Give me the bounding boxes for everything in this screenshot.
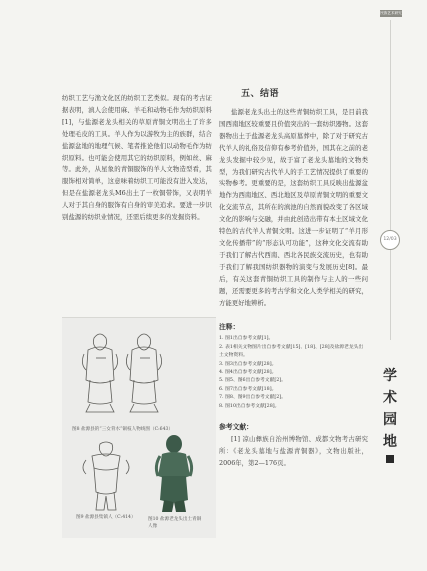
note-item: 7. 图8、图9出自参考文献[2]。 xyxy=(219,395,286,401)
note-item: 3. 图3出自参考文献[28]。 xyxy=(219,361,277,367)
note-item: 6. 图7出自参考文献[18]。 xyxy=(219,386,277,392)
section-title: 五、结语 xyxy=(241,89,280,99)
figure-10-caption: 图10 盐源老龙头出土青铜人像 xyxy=(148,517,202,529)
note-item: 5. 图5、图6出自参考文献[2]。 xyxy=(219,378,286,384)
square-mark-icon xyxy=(386,455,394,463)
note-item: 4. 图4出自参考文献[28]。 xyxy=(219,370,277,376)
reference-item: [1] 凉山彝族自治州博物馆、成都文物考古研究所：《老龙头墓地与盐源青铜器》，文物出版社，2006年，第2—176页。 xyxy=(219,435,368,467)
side-strip xyxy=(378,0,402,571)
figure-8-caption: 图8 盐源县的“三女背水”铜枝人物线图（C:643） xyxy=(72,427,174,432)
figure-8-line-drawing xyxy=(76,328,176,420)
figure-10-bronze-statue xyxy=(152,434,196,516)
figure-panel xyxy=(62,317,216,538)
left-column xyxy=(62,93,212,224)
notes-list xyxy=(219,335,368,411)
column-title: 学术园地 xyxy=(383,368,397,450)
body-paragraph: 纺织工艺与渔文化区的纺织工艺类似。现有的考古证据表明，滇人会使用麻、羊毛和动物毛作为纺织原料[1]，与盐源老龙头相关的草原青铜文明出土了许多处理毛皮的工具。羊人作为以游牧为主的族群，结合盐源盆地的地理气候、笔者推论他们以动物毛作为纺织原料。也可能会使用其它的纺织原料，例如丝、麻等。此外，从星象的青铜服饰的羊人文物造型看，其服饰相对简单，这意味着纺织工可能没有进入发达，但是在盐源老龙头M6出土了一枚铜带饰，又表明羊人对于其自身的服饰有自身的审美追求。要进一步识别盐源的纺织业情况，还需后续更多的发掘资料。 xyxy=(62,94,212,222)
right-column xyxy=(219,86,368,470)
note-item: 8. 图10出自参考文献[28]。 xyxy=(219,403,280,409)
journal-label: 民族艺术研究 xyxy=(380,11,402,15)
body-paragraph: 盐源老龙头出土的这些青铜纺织工具，是目前我国西南地区较重要且价值突出的一套纺织器物。这套器物出土于盐源老龙头高原墓葬中，除了对于研究古代羊人的礼俗及信仰有参考价值外，国其在之前的老龙头发掘中较少见，故于富了老龙头墓地的文物类型，为我们研究古代羊人的手工艺情况提供了重要的实物参考。更重要的是，这套纺织工具反映出盐源盆地作为西南地区、西北地区及草原青铜文明的重要文化交流节点，其所在的滇池的自然面貌改变了各区域文化的影响与交融，并由此创造出带有本土区域文化特色的古代羊人青铜文明。这进一步证明了“羊月形文化传播带”的“形态认可功能”，这种文化交流有助于我们了解古代西南、西北各民族交流历史，也有助于我们了解我国纺织器物的演变与发展历史[8]。最后，有关这套青铜纺织工具的制作与主人的一些问题，还需要更多的考古学和文化人类学相关的研究，方能更好地辨析。 xyxy=(219,108,368,307)
note-item: 2. 表1相关文物图片出自参考文献[15]、[18]、[28]及盐源老龙头出土文物资料。 xyxy=(219,344,364,359)
strip-divider xyxy=(390,20,391,340)
figure-9-line-drawing xyxy=(76,440,136,516)
notes-title: 注释： xyxy=(219,323,240,332)
references-title: 参考文献： xyxy=(219,423,253,432)
figure-9-caption: 图9 盐源县集镇人（C:414） xyxy=(76,515,136,520)
page-badge: 12/03 xyxy=(380,230,400,250)
note-item: 1. 图1出自参考文献[1]。 xyxy=(219,336,274,342)
